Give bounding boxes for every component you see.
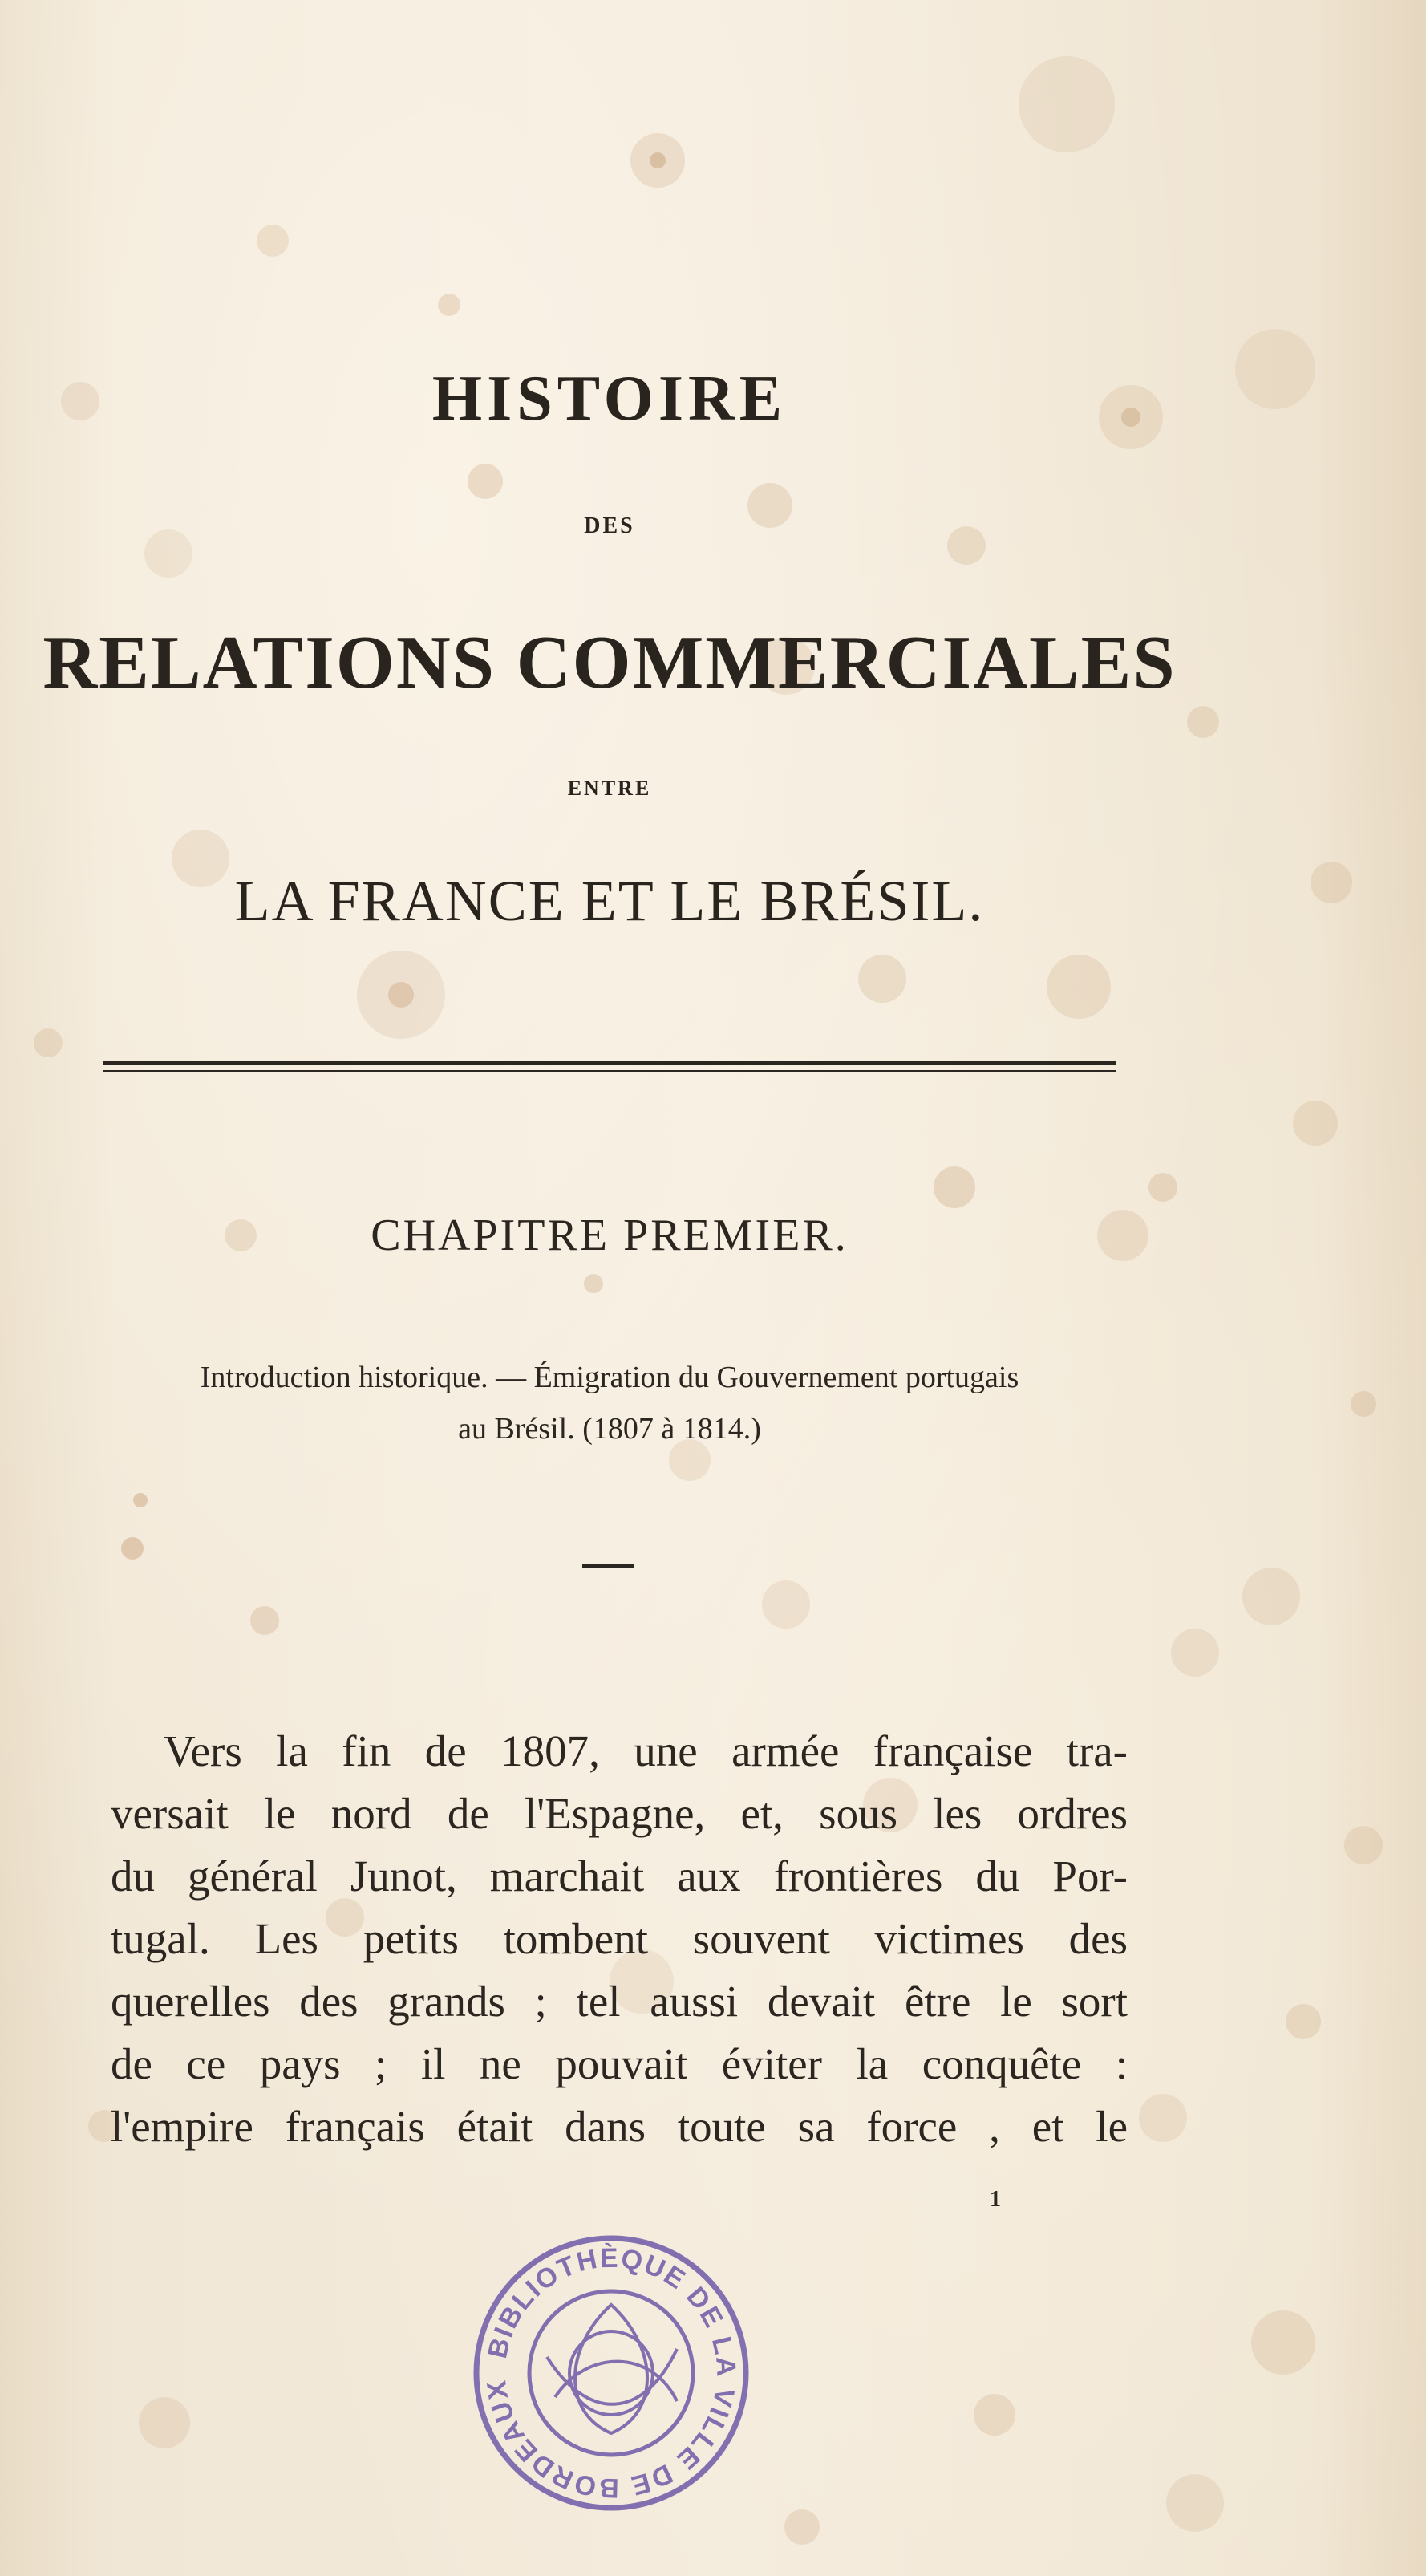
body-paragraph	[111, 1720, 1128, 2158]
chapter-heading: CHAPITRE PREMIER.	[371, 1211, 849, 1260]
double-rule-top	[103, 1061, 1116, 1065]
chapter-summary-line-1: Introduction historique. — Émigration du Gouvernement portugais	[200, 1361, 1019, 1394]
body-line: versait le nord de l'Espagne, et, sous les ordres	[111, 1789, 1128, 1838]
body-line: de ce pays ; il ne pouvait éviter la conquête :	[111, 2039, 1128, 2088]
body-line: querelles des grands ; tel aussi devait être le sort	[111, 1977, 1128, 2026]
title-france-bresil: LA FRANCE ET LE BRÉSIL.	[234, 869, 985, 933]
section-dash	[582, 1564, 634, 1568]
body-line: Vers la fin de 1807, une armée française tra-	[164, 1726, 1128, 1775]
library-stamp-icon	[467, 2229, 756, 2517]
body-line: l'empire français était dans toute sa force , et le	[111, 2102, 1128, 2151]
body-line: tugal. Les petits tombent souvent victimes des	[111, 1914, 1128, 1963]
signature-mark: 1	[990, 2187, 1001, 2212]
double-rule-bottom	[103, 1070, 1116, 1072]
body-line: du général Junot, marchait aux frontières du Por-	[111, 1852, 1128, 1901]
title-histoire: HISTOIRE	[431, 363, 788, 434]
svg-text:BIBLIOTHÈQUE DE LA VILLE DE BO	[481, 2243, 742, 2503]
chapter-summary-line-2: au Brésil. (1807 à 1814.)	[458, 1412, 761, 1446]
stamp-text: BIBLIOTHÈQUE DE LA VILLE DE BORDEAUX	[480, 2242, 742, 2504]
title-des: DES	[584, 513, 635, 538]
title-relations-commerciales: RELATIONS COMMERCIALES	[43, 621, 1177, 704]
title-entre: ENTRE	[567, 777, 652, 800]
